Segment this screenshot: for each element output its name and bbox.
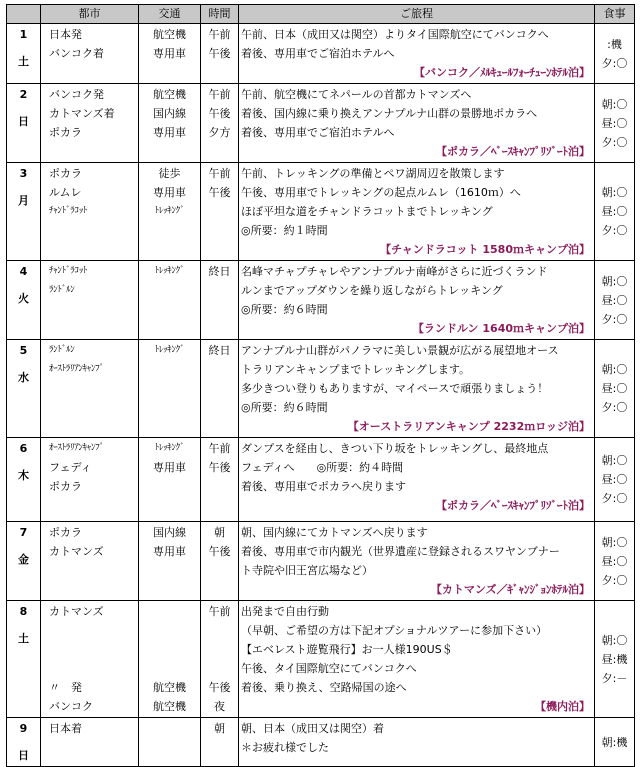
transport-cell (139, 438, 201, 522)
city-cell (41, 163, 139, 261)
itinerary-line: ほぼ平坦な道をチャンドラコットまでトレッキング (241, 205, 493, 218)
hotel-label: 【チャンドラコット 1580ｍキャンプ泊】 (380, 243, 590, 256)
time-line: 終日 (208, 265, 231, 278)
itinerary-line: 着後、乗り換え、空路帰国の途へ (241, 681, 407, 694)
time-line: 午後 (208, 186, 231, 199)
meal-line: 昼:〇 (601, 116, 628, 130)
meal-line: 朝:〇 (601, 274, 628, 288)
transport-line: 専用車 (153, 186, 186, 199)
itinerary-line: フェディへ ◎所要：約４時間 (241, 461, 404, 474)
day-weekday: 月 (18, 194, 29, 207)
meal-line: 朝:〇 (601, 363, 628, 376)
day-row (7, 24, 635, 84)
city-line: ポカラ (49, 126, 82, 139)
day-weekday: 木 (18, 469, 29, 482)
transport-line: 航空機 (153, 700, 186, 713)
time-cell (201, 718, 239, 767)
header-row (7, 5, 635, 24)
hotel-label: 【カトマンズ／ｷﾞｬﾝｼﾞｮﾝﾎﾃﾙ泊】 (430, 583, 590, 596)
time-line: 午後 (208, 47, 231, 60)
transport-cell (139, 522, 201, 601)
day-row (7, 601, 635, 718)
city-line (49, 640, 136, 659)
meal-line: 朝:〇 (601, 535, 628, 549)
day-row (7, 163, 635, 261)
time-cell (201, 163, 239, 261)
itinerary-line: アンナプルナ山群がパノラマに美しい景観が広がる展望地オース (241, 344, 559, 357)
meal-line: 夕:〇 (601, 492, 628, 505)
time-cell (201, 601, 239, 718)
time-line: 午前 (208, 88, 231, 101)
transport-line (141, 659, 198, 678)
hotel-label: 【ポカラ／ﾍﾞｰｽｷｬﾝﾌﾟﾘｿﾞｰﾄ泊】 (436, 145, 590, 158)
transport-line: 専用車 (153, 461, 186, 474)
transport-line: ﾄﾚｯｷﾝｸﾞ (154, 443, 185, 453)
transport-cell (139, 340, 201, 438)
itinerary-cell (239, 340, 595, 438)
city-cell (41, 84, 139, 163)
time-line: 午後 (208, 461, 231, 474)
itinerary-cell (239, 163, 595, 261)
city-line: ルムレ (49, 186, 82, 199)
day-weekday: 日 (18, 115, 29, 128)
city-cell (41, 438, 139, 522)
meal-line: 昼:〇 (601, 293, 628, 307)
itinerary-cell (239, 718, 595, 767)
city-line: ポカラ (49, 167, 82, 180)
meal-line: 夕:〇 (601, 56, 628, 70)
day-number: 2 (19, 88, 28, 101)
city-line: カトマンズ (49, 545, 104, 558)
time-line: 朝 (214, 526, 225, 539)
meals-cell (595, 163, 635, 261)
itinerary-line: トラリアンキャンプまでトレッキングします。 (241, 363, 471, 376)
itinerary-cell (239, 261, 595, 340)
city-line (49, 659, 136, 678)
meal-line: 昼:機 (601, 652, 628, 666)
city-line (49, 621, 136, 640)
day-row (7, 522, 635, 601)
day-weekday: 日 (18, 749, 29, 762)
itinerary-line: 名峰マチャプチャレやアンナプルナ南峰がさらに近づくランド (241, 265, 548, 278)
transport-line: ﾄﾚｯｷﾝｸﾞ (154, 266, 185, 276)
time-cell (201, 261, 239, 340)
itinerary-line: ダンプスを経由し、きつい下り坂をトレッキングし、最終地点 (241, 442, 549, 455)
meals-cell (595, 24, 635, 84)
itinerary-cell (239, 24, 595, 84)
day-row (7, 438, 635, 522)
time-line: 午前 (208, 605, 231, 618)
time-line (203, 659, 236, 678)
meal-line: 昼:〇 (601, 473, 628, 486)
time-line: 午前 (208, 28, 231, 41)
day-cell (7, 24, 41, 84)
day-number: 1 (19, 28, 28, 41)
itinerary-line: 着後、専用車でご宿泊ホテルへ (241, 126, 395, 139)
itinerary-line: ＊お疲れ様でした (241, 741, 329, 754)
transport-cell (139, 24, 201, 84)
itinerary-line: 朝、国内線にてカトマンズへ戻ります (241, 526, 428, 539)
meal-line: 夕:〇 (601, 135, 628, 149)
time-line (203, 621, 236, 640)
day-weekday: 火 (18, 292, 29, 305)
hotel-label: 【ポカラ／ﾍﾞｰｽｷｬﾝﾌﾟﾘｿﾞｰﾄ泊】 (436, 499, 590, 512)
day-cell (7, 438, 41, 522)
time-line: 終日 (208, 344, 231, 357)
transport-cell (139, 718, 201, 767)
hotel-label: 【機内泊】 (535, 700, 590, 713)
day-cell (7, 84, 41, 163)
day-number: 7 (19, 526, 28, 539)
time-line: 午前 (208, 167, 231, 180)
itinerary-cell (239, 601, 595, 718)
day-weekday: 土 (18, 632, 29, 645)
itinerary-line: 午前、航空機にてネパールの首都カトマンズへ (241, 88, 472, 101)
day-number: 3 (19, 167, 28, 180)
transport-line (141, 602, 198, 621)
meal-line: 朝:〇 (601, 454, 628, 467)
itinerary-line: ◎所要：約１時間 (241, 224, 328, 237)
transport-line: 専用車 (153, 126, 186, 139)
itinerary-line: 午前、トレッキングの準備とペワ湖周辺を散策します (241, 167, 505, 180)
time-line: 夜 (214, 700, 225, 713)
day-cell (7, 601, 41, 718)
day-weekday: 金 (18, 553, 29, 566)
transport-line: ﾄﾚｯｷﾝｸﾞ (154, 206, 185, 216)
itinerary-cell (239, 438, 595, 522)
itinerary-line: ルンまでアップダウンを繰り返しながらトレッキング (241, 284, 503, 297)
hotel-label: 【オーストラリアンキャンプ 2232ｍロッジ泊】 (347, 420, 590, 433)
city-line: ｵｰｽﾄﾗﾘｱﾝｷｬﾝﾌﾟ (49, 443, 104, 453)
city-cell (41, 261, 139, 340)
meals-cell (595, 718, 635, 767)
meals-cell (595, 438, 635, 522)
time-line: 午後 (208, 107, 231, 120)
time-cell (201, 340, 239, 438)
meal-line: 夕:〇 (601, 401, 628, 414)
header-transport: 交通 (139, 5, 201, 24)
day-cell (7, 522, 41, 601)
transport-line: 航空機 (153, 681, 186, 694)
header-time: 時間 (201, 5, 239, 24)
transport-line: 航空機 (153, 88, 186, 101)
day-row (7, 261, 635, 340)
header-day (7, 5, 41, 24)
city-cell (41, 24, 139, 84)
city-line: 〃 発 (49, 681, 82, 694)
transport-cell (139, 84, 201, 163)
transport-line: 航空機 (153, 28, 186, 41)
city-line: 日本着 (49, 722, 82, 735)
city-line: 日本発 (49, 28, 82, 41)
itinerary-line: 朝、日本（成田又は関空）着 (241, 722, 384, 735)
time-line: 午後 (208, 545, 231, 558)
meal-line: 夕:〇 (601, 312, 628, 326)
transport-line: 国内線 (153, 526, 186, 539)
time-line: 午前 (208, 442, 231, 455)
meal-line: 朝:機 (601, 735, 628, 749)
city-line: ﾗﾝﾄﾞﾙﾝ (49, 285, 75, 295)
time-cell (201, 438, 239, 522)
meals-cell (595, 522, 635, 601)
day-row (7, 84, 635, 163)
meal-line: 朝:〇 (601, 186, 628, 199)
transport-cell (139, 163, 201, 261)
day-cell (7, 340, 41, 438)
day-number: 6 (19, 442, 28, 455)
time-line: 朝 (214, 722, 225, 735)
city-line: ポカラ (49, 480, 82, 493)
hotel-label: 【バンコク／ﾒﾙｷｭｰﾙﾌｫｰﾁｭｰﾝﾎﾃﾙ泊】 (414, 66, 590, 79)
transport-line: 徒歩 (158, 167, 181, 180)
meals-cell (595, 84, 635, 163)
itinerary-line: 午後、タイ国際航空にてバンコクへ (241, 662, 417, 675)
header-city: 都市 (41, 5, 139, 24)
meal-line: 昼:〇 (601, 382, 628, 395)
meal-line: 夕:〇 (601, 573, 628, 587)
itinerary-cell (239, 84, 595, 163)
city-line: ﾁｬﾝﾄﾞﾗｺｯﾄ (49, 206, 88, 216)
transport-line (141, 621, 198, 640)
day-cell (7, 261, 41, 340)
hotel-label: 【ランドルン 1640ｍキャンプ泊】 (412, 322, 590, 335)
day-number: 9 (19, 722, 28, 735)
itinerary-line: ◎所要：約６時間 (241, 401, 328, 414)
day-weekday: 土 (18, 55, 29, 68)
city-line: ｵｰｽﾄﾗﾘｱﾝｷｬﾝﾌﾟ (49, 364, 104, 374)
meal-line: 朝:〇 (601, 633, 628, 647)
meal-line: :機 (607, 37, 622, 51)
city-line: ポカラ (49, 526, 82, 539)
city-cell (41, 522, 139, 601)
city-cell (41, 340, 139, 438)
city-cell (41, 718, 139, 767)
meals-cell (595, 340, 635, 438)
city-line: フェディ (49, 461, 92, 474)
day-number: 4 (19, 265, 28, 278)
transport-line: 国内線 (153, 107, 186, 120)
meals-cell (595, 601, 635, 718)
day-weekday: 水 (18, 371, 29, 384)
header-itinerary: ご旅程 (239, 5, 595, 24)
itinerary-line: ◎所要：約６時間 (241, 303, 328, 316)
city-line: バンコク発 (49, 88, 104, 101)
itinerary-table (6, 4, 635, 767)
time-line: 午後 (208, 681, 231, 694)
city-line: バンコク (49, 700, 93, 713)
itinerary-line: 出発まで自由行動 (241, 605, 329, 618)
day-row (7, 340, 635, 438)
itinerary-cell (239, 522, 595, 601)
meal-line: 夕:－ (601, 671, 628, 685)
day-number: 8 (19, 605, 28, 618)
transport-line (141, 640, 198, 659)
itinerary-line: 着後、専用車で市内観光（世界遺産に登録されるスワヤンブナー (241, 545, 560, 558)
itinerary-line: 【エベレスト遊覧飛行】お一人様190US＄ (241, 643, 453, 656)
meals-cell (595, 261, 635, 340)
city-cell (41, 601, 139, 718)
meal-line: 昼:〇 (601, 205, 628, 218)
time-cell (201, 24, 239, 84)
itinerary-line: 着後、専用車でポカラへ戻ります (241, 480, 406, 493)
meal-line: 夕:〇 (601, 224, 628, 237)
time-line: 夕方 (208, 126, 231, 139)
time-cell (201, 84, 239, 163)
day-cell (7, 718, 41, 767)
meal-line: 昼:〇 (601, 554, 628, 568)
day-cell (7, 163, 41, 261)
itinerary-line: （早朝、ご希望の方は下記オプショナルツアーに参加下さい） (241, 624, 548, 637)
transport-line: 専用車 (153, 545, 186, 558)
transport-line: ﾄﾚｯｷﾝｸﾞ (154, 345, 185, 355)
day-number: 5 (19, 344, 28, 357)
city-line: バンコク着 (49, 47, 104, 60)
transport-cell (139, 601, 201, 718)
itinerary-line: 午後、専用車でトレッキングの起点ルムレ（1610ｍ）へ (241, 186, 521, 199)
city-line: ﾁｬﾝﾄﾞﾗｺｯﾄ (49, 266, 88, 276)
transport-line: 専用車 (153, 47, 186, 60)
itinerary-line: 着後、国内線に乗り換えアンナプルナ山群の景勝地ポカラへ (241, 107, 538, 120)
day-row (7, 718, 635, 767)
meal-line: 朝:〇 (601, 97, 628, 111)
time-cell (201, 522, 239, 601)
time-line (203, 640, 236, 659)
transport-cell (139, 261, 201, 340)
city-line: ﾗﾝﾄﾞﾙﾝ (49, 345, 75, 355)
header-meals: 食事 (595, 5, 635, 24)
itinerary-line: ト寺院や旧王宮広場など） (241, 564, 373, 577)
city-line: カトマンズ着 (49, 107, 115, 120)
itinerary-line: 多少きつい登りもありますが、マイペースで頑張りましょう！ (241, 382, 549, 395)
city-line: カトマンズ (49, 605, 104, 618)
itinerary-line: 午前、日本（成田又は関空）よりタイ国際航空にてバンコクへ (241, 28, 549, 41)
itinerary-line: 着後、専用車でご宿泊ホテルへ (241, 47, 395, 60)
